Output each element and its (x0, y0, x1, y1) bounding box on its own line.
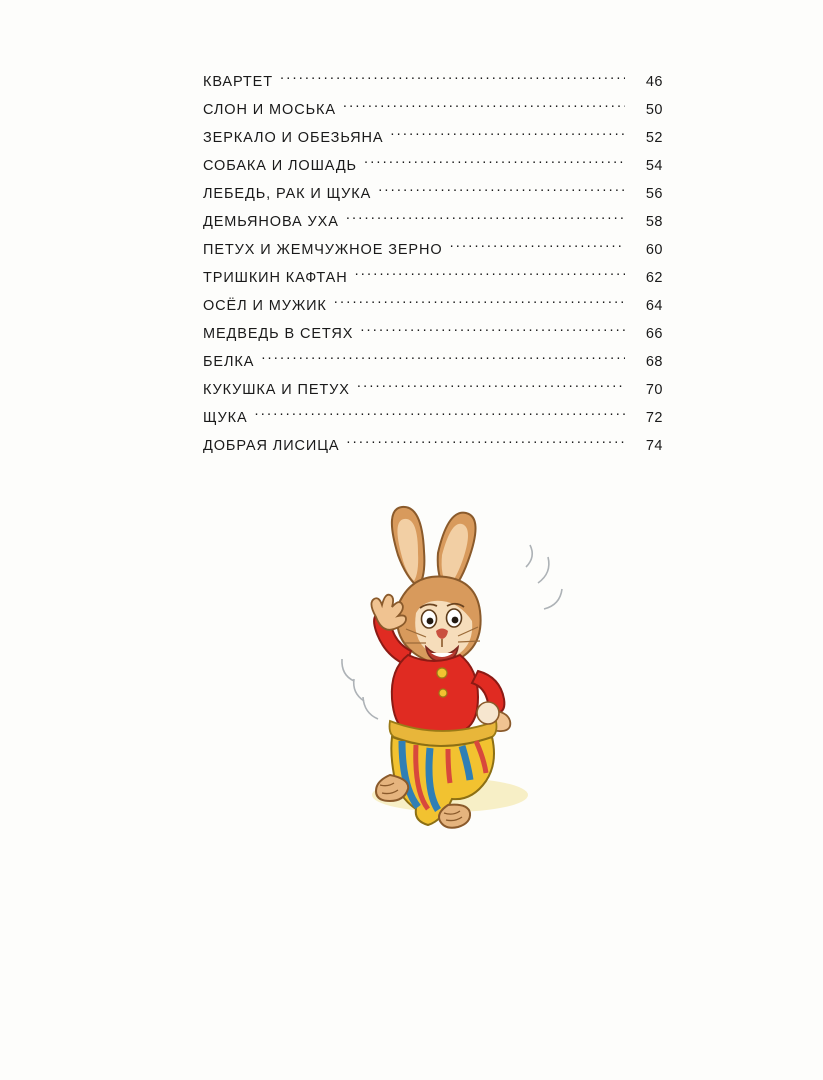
toc-entry-title: КУКУШКА И ПЕТУХ (203, 382, 350, 398)
toc-leader-dots (378, 184, 625, 198)
toc-entry-page: 72 (645, 410, 663, 426)
toc-leader-dots (343, 100, 625, 114)
toc-leader-dots (346, 436, 625, 450)
toc-entry-page: 58 (645, 214, 663, 230)
toc-entry-page: 74 (645, 438, 663, 454)
toc-entry[interactable] (203, 432, 663, 460)
toc-entry[interactable] (203, 348, 663, 376)
toc-entry-page: 66 (645, 326, 663, 342)
toc-entry-page: 54 (645, 158, 663, 174)
toc-entry-page: 52 (645, 130, 663, 146)
toc-entry[interactable] (203, 124, 663, 152)
table-of-contents (203, 68, 663, 460)
toc-entry-title: ЗЕРКАЛО И ОБЕЗЬЯНА (203, 130, 384, 146)
toc-entry[interactable] (203, 404, 663, 432)
toc-leader-dots (357, 380, 625, 394)
toc-leader-dots (390, 128, 625, 142)
toc-leader-dots (360, 324, 625, 338)
dancing-hare-illustration (330, 505, 580, 835)
toc-entry[interactable] (203, 264, 663, 292)
toc-entry[interactable] (203, 236, 663, 264)
toc-entry-page: 50 (645, 102, 663, 118)
toc-entry-title: ЩУКА (203, 410, 248, 426)
toc-entry[interactable] (203, 320, 663, 348)
toc-leader-dots (255, 408, 625, 422)
toc-entry-title: МЕДВЕДЬ В СЕТЯХ (203, 326, 354, 342)
toc-entry-title: ОСЁЛ И МУЖИК (203, 298, 327, 314)
toc-entry-page: 70 (645, 382, 663, 398)
toc-entry[interactable] (203, 152, 663, 180)
toc-entry[interactable] (203, 68, 663, 96)
toc-entry-page: 64 (645, 298, 663, 314)
toc-entry-title: СЛОН И МОСЬКА (203, 102, 336, 118)
toc-leader-dots (364, 156, 625, 170)
toc-entry-title: ТРИШКИН КАФТАН (203, 270, 348, 286)
toc-entry[interactable] (203, 96, 663, 124)
toc-entry-page: 56 (645, 186, 663, 202)
toc-entry-page: 60 (645, 242, 663, 258)
toc-entry-title: КВАРТЕТ (203, 74, 274, 90)
toc-entry-title: ЛЕБЕДЬ, РАК И ЩУКА (203, 186, 372, 202)
toc-entry-title: ДЕМЬЯНОВА УХА (203, 214, 339, 230)
toc-entry-page: 68 (645, 354, 663, 370)
toc-entry[interactable] (203, 180, 663, 208)
toc-leader-dots (355, 268, 625, 282)
toc-entry-page: 62 (645, 270, 663, 286)
toc-leader-dots (450, 240, 625, 254)
toc-entry-page: 46 (645, 74, 663, 90)
toc-leader-dots (261, 352, 625, 366)
toc-leader-dots (346, 212, 625, 226)
toc-entry[interactable] (203, 292, 663, 320)
toc-entry[interactable] (203, 376, 663, 404)
toc-leader-dots (280, 72, 625, 86)
toc-entry-title: ДОБРАЯ ЛИСИЦА (203, 438, 340, 454)
toc-entry-title: СОБАКА И ЛОШАДЬ (203, 158, 357, 174)
toc-entry-title: ПЕТУХ И ЖЕМЧУЖНОЕ ЗЕРНО (203, 242, 443, 258)
toc-entry-title: БЕЛКА (203, 354, 255, 370)
toc-entry[interactable] (203, 208, 663, 236)
toc-leader-dots (334, 296, 625, 310)
